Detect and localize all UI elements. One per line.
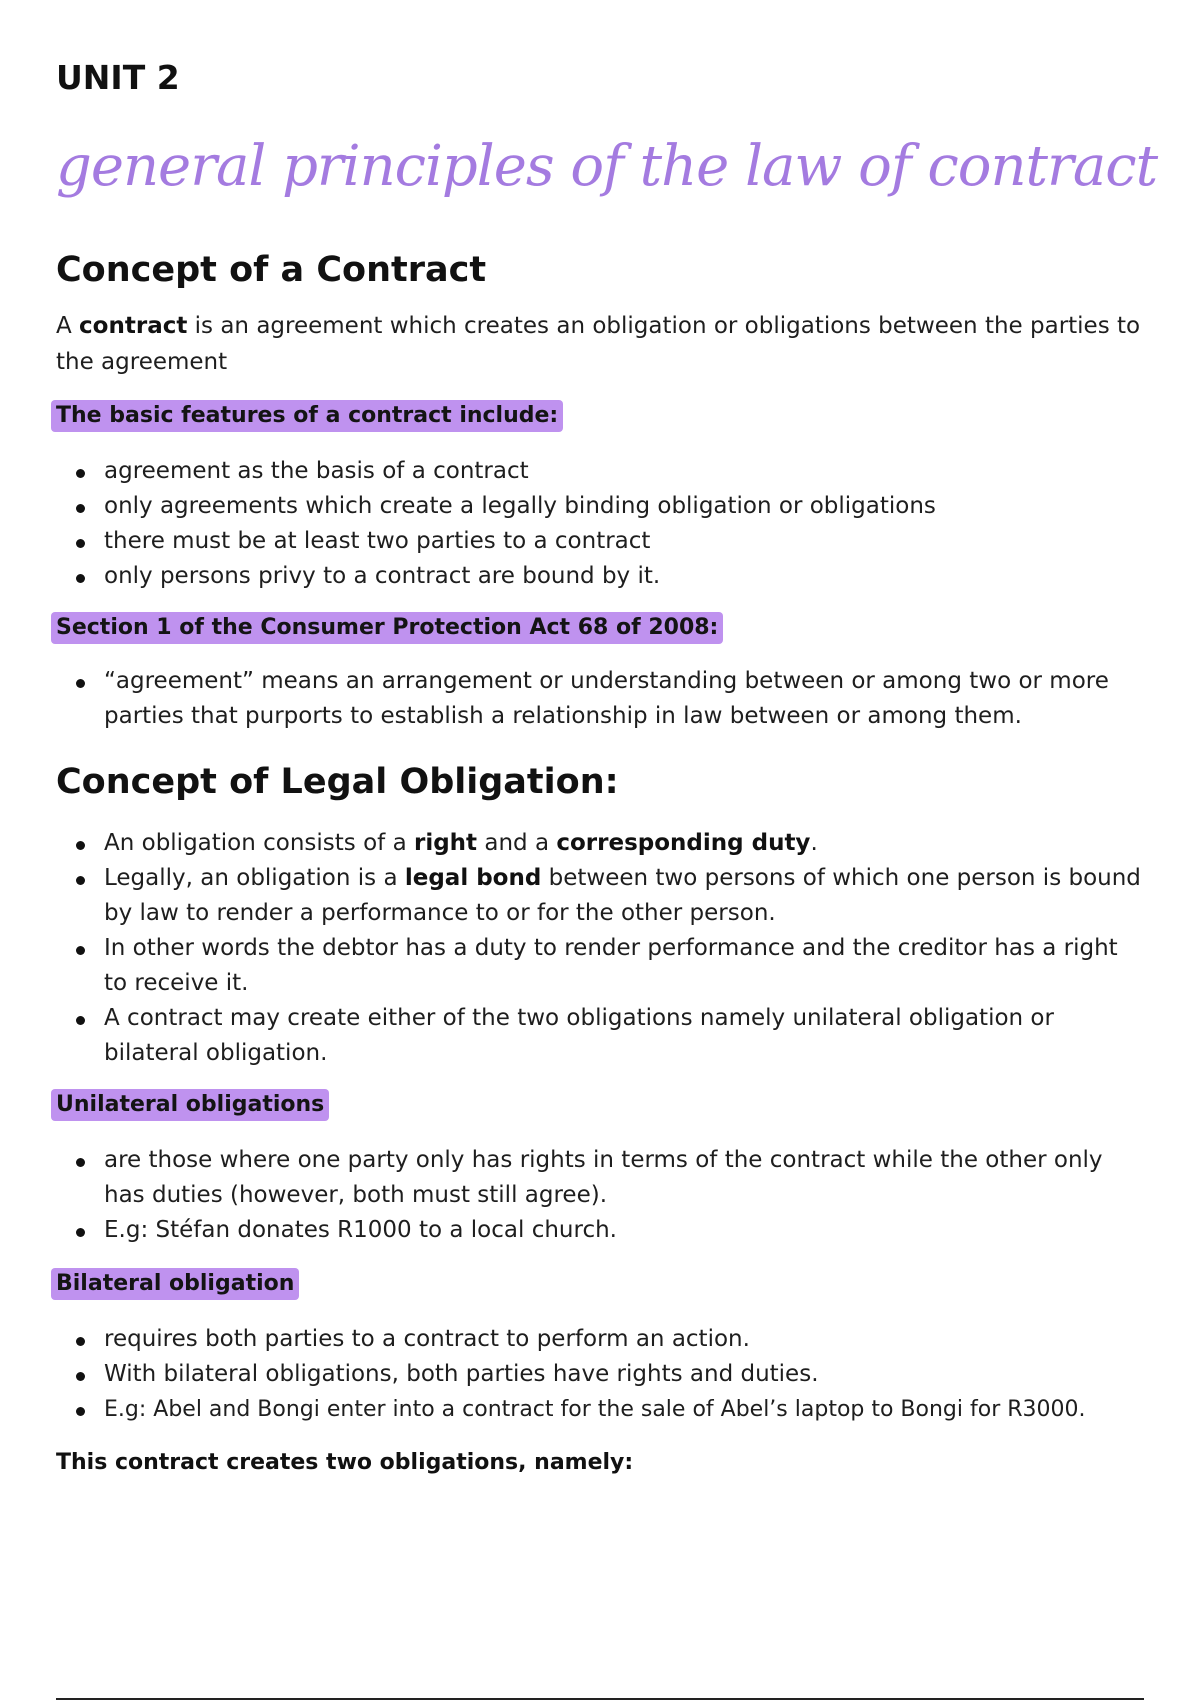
unilateral-label: Unilateral obligations — [51, 1089, 329, 1121]
cpa-list — [56, 664, 1146, 734]
list-item: there must be at least two parties to a contract — [104, 524, 1146, 559]
features-label: The basic features of a contract include: — [51, 400, 563, 432]
list-item: agreement as the basis of a contract — [104, 454, 1146, 489]
concept-contract-heading: Concept of a Contract — [56, 250, 487, 290]
features-list — [56, 454, 1146, 594]
bilateral-list — [56, 1322, 1146, 1427]
closing-statement: This contract creates two obligations, namely: — [56, 1450, 634, 1475]
document-body — [56, 248, 1146, 1481]
list-item: are those where one party only has rights in terms of the contract while the other only has duties (however, both must still agree). — [104, 1143, 1146, 1213]
list-item: A contract may create either of the two obligations namely unilateral obligation or bilateral obligation. — [104, 1001, 1146, 1071]
obligation-list — [56, 826, 1146, 1071]
list-item: With bilateral obligations, both parties have rights and duties. — [104, 1357, 1146, 1392]
list-item: In other words the debtor has a duty to render performance and the creditor has a right to receive it. — [104, 931, 1146, 1001]
unit-label: UNIT 2 — [56, 58, 180, 97]
cpa-label: Section 1 of the Consumer Protection Act 68 of 2008: — [51, 612, 723, 644]
contract-term: contract — [79, 313, 188, 339]
list-item: E.g: Stéfan donates R1000 to a local church. — [104, 1213, 1146, 1248]
legal-obligation-heading: Concept of Legal Obligation: — [56, 762, 619, 802]
bilateral-label: Bilateral obligation — [51, 1268, 299, 1300]
unilateral-list — [56, 1143, 1146, 1248]
contract-definition: A contract is an agreement which creates an obligation or obligations between the parties to the agreement — [56, 313, 1141, 375]
list-item: only agreements which create a legally binding obligation or obligations — [104, 489, 1146, 524]
list-item: requires both parties to a contract to perform an action. — [104, 1322, 1146, 1357]
list-item: “agreement” means an arrangement or understanding between or among two or more parties that purports to establish a relationship in law between or among them. — [104, 664, 1146, 734]
document-title: general principles of the law of contract — [56, 134, 1158, 199]
list-item: E.g: Abel and Bongi enter into a contract for the sale of Abel’s laptop to Bongi for R3000. — [104, 1392, 1146, 1427]
list-item: only persons privy to a contract are bound by it. — [104, 559, 1146, 594]
list-item: Legally, an obligation is a legal bond between two persons of which one person is bound by law to render a performance to or for the other person. — [104, 861, 1146, 931]
list-item: An obligation consists of a right and a corresponding duty. — [104, 826, 1146, 861]
